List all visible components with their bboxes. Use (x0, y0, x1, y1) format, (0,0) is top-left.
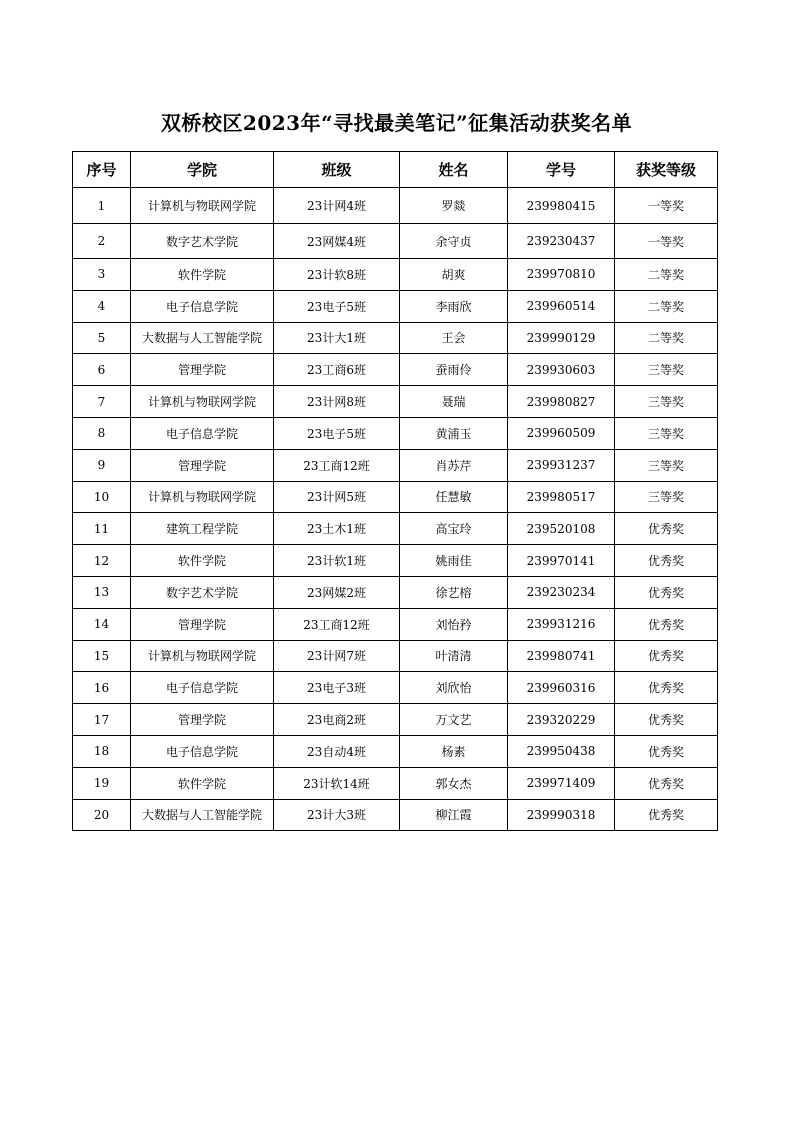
header-student-id: 学号 (508, 152, 615, 188)
cell-class: 23工商12班 (274, 608, 400, 640)
cell-award: 二等奖 (615, 259, 718, 291)
cell-number: 18 (73, 735, 131, 767)
table-row (73, 735, 718, 767)
cell-college: 计算机与物联网学院 (131, 640, 274, 672)
cell-award: 优秀奖 (615, 640, 718, 672)
cell-award: 优秀奖 (615, 513, 718, 545)
cell-college: 计算机与物联网学院 (131, 386, 274, 418)
cell-name: 杨素 (400, 735, 508, 767)
award-list-table (72, 151, 718, 831)
cell-name: 刘怡矜 (400, 608, 508, 640)
cell-class: 23电子3班 (274, 672, 400, 704)
table-row (73, 513, 718, 545)
cell-student-id: 239950438 (508, 735, 615, 767)
cell-college: 电子信息学院 (131, 735, 274, 767)
cell-student-id: 239970810 (508, 259, 615, 291)
cell-name: 叶清清 (400, 640, 508, 672)
cell-number: 7 (73, 386, 131, 418)
cell-number: 19 (73, 767, 131, 799)
cell-class: 23计软1班 (274, 545, 400, 577)
cell-number: 13 (73, 576, 131, 608)
table-row (73, 290, 718, 322)
cell-number: 9 (73, 449, 131, 481)
cell-student-id: 239931216 (508, 608, 615, 640)
cell-student-id: 239990318 (508, 799, 615, 831)
cell-class: 23土木1班 (274, 513, 400, 545)
table-row (73, 704, 718, 736)
cell-name: 万文艺 (400, 704, 508, 736)
cell-student-id: 239990129 (508, 322, 615, 354)
cell-college: 大数据与人工智能学院 (131, 799, 274, 831)
table-row (73, 481, 718, 513)
cell-award: 三等奖 (615, 449, 718, 481)
cell-student-id: 239960514 (508, 290, 615, 322)
table-row (73, 224, 718, 259)
cell-student-id: 239230437 (508, 224, 615, 259)
cell-award: 二等奖 (615, 322, 718, 354)
table-row (73, 672, 718, 704)
table-row (73, 576, 718, 608)
cell-name: 刘欣怡 (400, 672, 508, 704)
cell-award: 优秀奖 (615, 799, 718, 831)
table-row (73, 354, 718, 386)
cell-name: 聂瑞 (400, 386, 508, 418)
cell-college: 软件学院 (131, 259, 274, 291)
table-row (73, 386, 718, 418)
cell-name: 王会 (400, 322, 508, 354)
cell-student-id: 239320229 (508, 704, 615, 736)
table-row (73, 188, 718, 224)
cell-award: 优秀奖 (615, 545, 718, 577)
cell-number: 17 (73, 704, 131, 736)
cell-number: 8 (73, 417, 131, 449)
cell-college: 计算机与物联网学院 (131, 481, 274, 513)
cell-college: 数字艺术学院 (131, 224, 274, 259)
cell-name: 胡爽 (400, 259, 508, 291)
cell-award: 优秀奖 (615, 608, 718, 640)
cell-student-id: 239970141 (508, 545, 615, 577)
table-row (73, 545, 718, 577)
cell-name: 姚雨佳 (400, 545, 508, 577)
cell-number: 11 (73, 513, 131, 545)
cell-award: 三等奖 (615, 386, 718, 418)
cell-college: 计算机与物联网学院 (131, 188, 274, 224)
cell-college: 软件学院 (131, 767, 274, 799)
cell-student-id: 239980827 (508, 386, 615, 418)
header-class: 班级 (274, 152, 400, 188)
cell-class: 23自动4班 (274, 735, 400, 767)
cell-student-id: 239931237 (508, 449, 615, 481)
table-row (73, 322, 718, 354)
cell-number: 3 (73, 259, 131, 291)
cell-name: 罗燚 (400, 188, 508, 224)
cell-student-id: 239960316 (508, 672, 615, 704)
table-row (73, 608, 718, 640)
cell-award: 优秀奖 (615, 704, 718, 736)
cell-award: 三等奖 (615, 417, 718, 449)
cell-award: 优秀奖 (615, 576, 718, 608)
cell-name: 高宝玲 (400, 513, 508, 545)
cell-class: 23计大3班 (274, 799, 400, 831)
table-row (73, 767, 718, 799)
cell-class: 23计软8班 (274, 259, 400, 291)
cell-college: 电子信息学院 (131, 417, 274, 449)
cell-class: 23电子5班 (274, 417, 400, 449)
cell-number: 14 (73, 608, 131, 640)
cell-student-id: 239971409 (508, 767, 615, 799)
table-row (73, 640, 718, 672)
cell-student-id: 239930603 (508, 354, 615, 386)
cell-student-id: 239980741 (508, 640, 615, 672)
cell-number: 16 (73, 672, 131, 704)
header-name: 姓名 (400, 152, 508, 188)
cell-number: 20 (73, 799, 131, 831)
cell-number: 2 (73, 224, 131, 259)
cell-college: 软件学院 (131, 545, 274, 577)
cell-college: 管理学院 (131, 354, 274, 386)
cell-number: 1 (73, 188, 131, 224)
cell-college: 建筑工程学院 (131, 513, 274, 545)
header-college: 学院 (131, 152, 274, 188)
cell-name: 黄浦玉 (400, 417, 508, 449)
cell-student-id: 239520108 (508, 513, 615, 545)
cell-award: 二等奖 (615, 290, 718, 322)
cell-award: 三等奖 (615, 481, 718, 513)
cell-name: 郭女杰 (400, 767, 508, 799)
header-award-level: 获奖等级 (615, 152, 718, 188)
cell-class: 23电子5班 (274, 290, 400, 322)
cell-class: 23计网8班 (274, 386, 400, 418)
cell-number: 4 (73, 290, 131, 322)
cell-college: 电子信息学院 (131, 290, 274, 322)
cell-class: 23网媒2班 (274, 576, 400, 608)
cell-name: 余守贞 (400, 224, 508, 259)
cell-award: 优秀奖 (615, 735, 718, 767)
cell-class: 23网媒4班 (274, 224, 400, 259)
table-row (73, 417, 718, 449)
cell-college: 电子信息学院 (131, 672, 274, 704)
cell-award: 三等奖 (615, 354, 718, 386)
cell-college: 管理学院 (131, 704, 274, 736)
cell-award: 一等奖 (615, 188, 718, 224)
cell-number: 6 (73, 354, 131, 386)
table-row (73, 799, 718, 831)
cell-award: 一等奖 (615, 224, 718, 259)
page-title: 双桥校区2023年“寻找最美笔记”征集活动获奖名单 (160, 111, 633, 135)
cell-class: 23工商12班 (274, 449, 400, 481)
cell-college: 管理学院 (131, 449, 274, 481)
cell-class: 23计软14班 (274, 767, 400, 799)
cell-class: 23计大1班 (274, 322, 400, 354)
cell-name: 蚕雨伶 (400, 354, 508, 386)
header-number: 序号 (73, 152, 131, 188)
cell-name: 柳江霞 (400, 799, 508, 831)
cell-name: 肖苏芹 (400, 449, 508, 481)
cell-number: 5 (73, 322, 131, 354)
cell-college: 大数据与人工智能学院 (131, 322, 274, 354)
cell-award: 优秀奖 (615, 672, 718, 704)
cell-college: 管理学院 (131, 608, 274, 640)
cell-class: 23计网4班 (274, 188, 400, 224)
cell-class: 23计网5班 (274, 481, 400, 513)
cell-student-id: 239980517 (508, 481, 615, 513)
table-row (73, 259, 718, 291)
cell-student-id: 239980415 (508, 188, 615, 224)
cell-college: 数字艺术学院 (131, 576, 274, 608)
cell-name: 李雨欣 (400, 290, 508, 322)
cell-name: 任慧敏 (400, 481, 508, 513)
cell-award: 优秀奖 (615, 767, 718, 799)
table-header-row (73, 152, 718, 188)
cell-number: 15 (73, 640, 131, 672)
cell-student-id: 239230234 (508, 576, 615, 608)
cell-class: 23工商6班 (274, 354, 400, 386)
cell-class: 23计网7班 (274, 640, 400, 672)
cell-class: 23电商2班 (274, 704, 400, 736)
cell-number: 10 (73, 481, 131, 513)
cell-student-id: 239960509 (508, 417, 615, 449)
cell-name: 徐艺榕 (400, 576, 508, 608)
cell-number: 12 (73, 545, 131, 577)
table-row (73, 449, 718, 481)
